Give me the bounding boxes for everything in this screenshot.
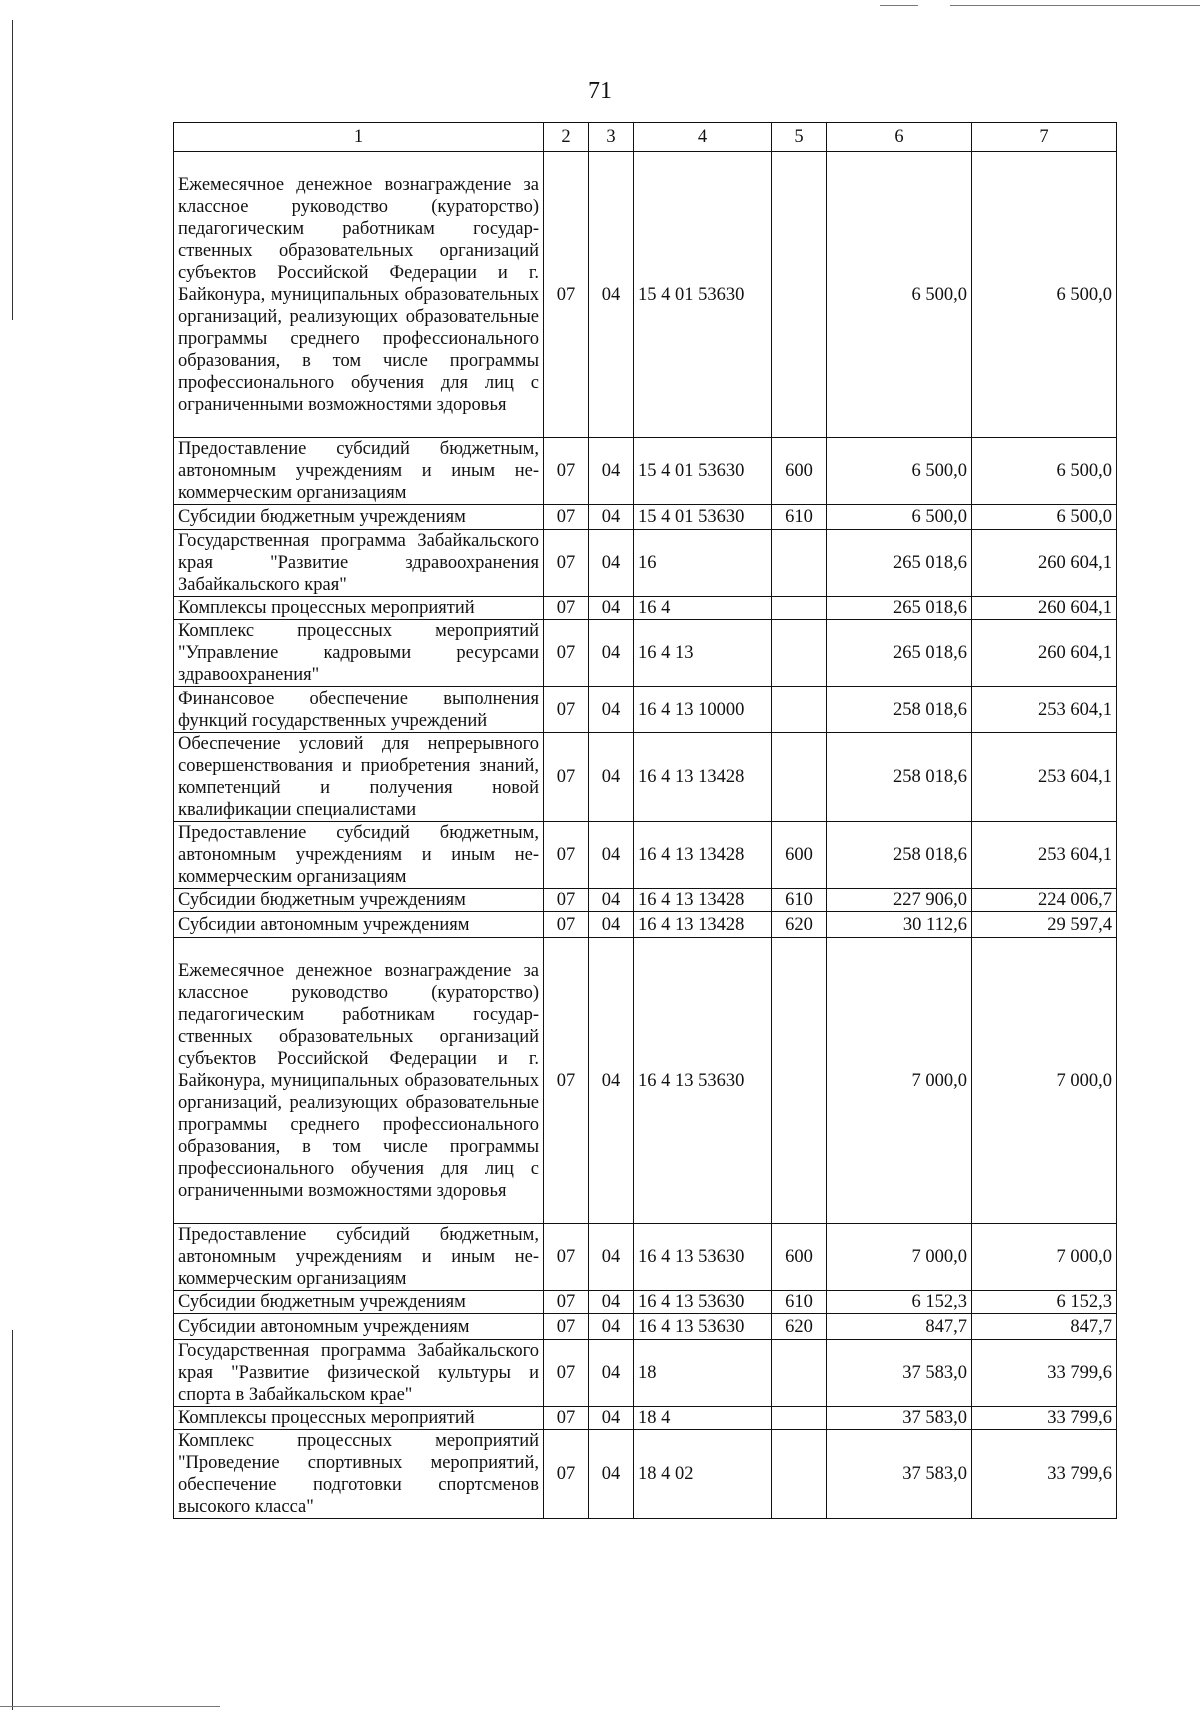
cell-amount-year-1: 37 583,0 <box>827 1407 972 1430</box>
cell-name: Предоставление субсидий бюджетным, автономным учреждениям и иным некоммерческим организациям <box>174 822 544 889</box>
cell-name: Субсидии автономным учреждениям <box>174 912 544 938</box>
cell-amount-year-1: 7 000,0 <box>827 938 972 1224</box>
cell-amount-year-1: 37 583,0 <box>827 1430 972 1519</box>
cell-name: Предоставление субсидий бюджетным, автономным учреждениям и иным некоммерческим организациям <box>174 438 544 505</box>
cell-amount-year-2: 33 799,6 <box>972 1430 1117 1519</box>
cell-amount-year-1: 265 018,6 <box>827 530 972 597</box>
cell-name: Субсидии бюджетным учреждениям <box>174 1291 544 1314</box>
cell-subsection: 04 <box>589 822 634 889</box>
cell-section: 07 <box>544 687 589 733</box>
cell-expense-type: 610 <box>772 505 827 530</box>
cell-name: Государственная программа Забайкальского края "Развитие физической культуры и спорта в Забайкальском крае" <box>174 1340 544 1407</box>
cell-name: Ежемесячное денежное вознаграждение за классное руководство (кураторство) педагогическим работникам государственных образовательных организаций субъектов Российской Федерации и г. Байконура, муниципальных образовательных организаций, реализующих образовательные программы среднего профессионального образования, в том числе программы профессионального обучения для лиц с ограниченными возможностями здоровья <box>174 938 544 1224</box>
cell-expense-type <box>772 938 827 1224</box>
table-row <box>174 1340 1117 1407</box>
cell-name: Субсидии автономным учреждениям <box>174 1314 544 1340</box>
cell-target-article: 16 4 13 13428 <box>634 889 772 912</box>
cell-target-article: 18 4 02 <box>634 1430 772 1519</box>
cell-subsection: 04 <box>589 687 634 733</box>
cell-amount-year-1: 6 500,0 <box>827 505 972 530</box>
budget-table <box>173 122 1117 1519</box>
cell-target-article: 16 4 13 53630 <box>634 1314 772 1340</box>
table-row <box>174 733 1117 822</box>
cell-section: 07 <box>544 912 589 938</box>
header-row <box>174 123 1117 152</box>
column-header: 5 <box>772 123 827 152</box>
cell-target-article: 16 4 13 13428 <box>634 822 772 889</box>
column-header: 4 <box>634 123 772 152</box>
cell-amount-year-1: 30 112,6 <box>827 912 972 938</box>
cell-section: 07 <box>544 620 589 687</box>
cell-amount-year-1: 258 018,6 <box>827 822 972 889</box>
cell-section: 07 <box>544 1224 589 1291</box>
cell-expense-type <box>772 1407 827 1430</box>
cell-amount-year-1: 6 152,3 <box>827 1291 972 1314</box>
scan-bottom-edge-line <box>0 1706 220 1707</box>
cell-section: 07 <box>544 822 589 889</box>
cell-name: Комплексы процессных мероприятий <box>174 597 544 620</box>
cell-section: 07 <box>544 938 589 1224</box>
cell-target-article: 16 4 13 10000 <box>634 687 772 733</box>
cell-name: Субсидии бюджетным учреждениям <box>174 889 544 912</box>
cell-target-article: 16 <box>634 530 772 597</box>
cell-amount-year-2: 224 006,7 <box>972 889 1117 912</box>
cell-target-article: 15 4 01 53630 <box>634 438 772 505</box>
cell-expense-type: 620 <box>772 1314 827 1340</box>
page-number: 71 <box>588 78 612 104</box>
cell-name: Обеспечение условий для непрерывного совершенствования и приобретения знаний, компетенций и получения новой квалификации специалистами <box>174 733 544 822</box>
cell-amount-year-2: 33 799,6 <box>972 1340 1117 1407</box>
cell-expense-type: 620 <box>772 912 827 938</box>
cell-expense-type: 610 <box>772 889 827 912</box>
table-row <box>174 938 1117 1224</box>
column-header: 7 <box>972 123 1117 152</box>
table-row <box>174 822 1117 889</box>
cell-amount-year-2: 6 500,0 <box>972 505 1117 530</box>
column-header: 3 <box>589 123 634 152</box>
cell-expense-type <box>772 1340 827 1407</box>
cell-name: Предоставление субсидий бюджетным, автономным учреждениям и иным некоммерческим организациям <box>174 1224 544 1291</box>
cell-subsection: 04 <box>589 152 634 438</box>
cell-amount-year-2: 253 604,1 <box>972 733 1117 822</box>
table-row <box>174 1314 1117 1340</box>
cell-subsection: 04 <box>589 1314 634 1340</box>
table-row <box>174 1430 1117 1519</box>
cell-section: 07 <box>544 889 589 912</box>
cell-section: 07 <box>544 505 589 530</box>
cell-expense-type <box>772 733 827 822</box>
table-row <box>174 438 1117 505</box>
cell-amount-year-2: 6 500,0 <box>972 438 1117 505</box>
table-row <box>174 620 1117 687</box>
cell-amount-year-2: 6 500,0 <box>972 152 1117 438</box>
cell-name: Государственная программа Забайкальского края "Развитие здравоохранения Забайкальского края" <box>174 530 544 597</box>
cell-target-article: 15 4 01 53630 <box>634 152 772 438</box>
cell-subsection: 04 <box>589 912 634 938</box>
table-row <box>174 505 1117 530</box>
table-row <box>174 1291 1117 1314</box>
cell-subsection: 04 <box>589 1340 634 1407</box>
cell-target-article: 18 4 <box>634 1407 772 1430</box>
cell-expense-type: 600 <box>772 1224 827 1291</box>
cell-expense-type: 610 <box>772 1291 827 1314</box>
cell-amount-year-2: 29 597,4 <box>972 912 1117 938</box>
cell-subsection: 04 <box>589 597 634 620</box>
cell-amount-year-2: 253 604,1 <box>972 822 1117 889</box>
cell-target-article: 18 <box>634 1340 772 1407</box>
cell-amount-year-2: 260 604,1 <box>972 597 1117 620</box>
cell-amount-year-1: 265 018,6 <box>827 597 972 620</box>
column-header: 6 <box>827 123 972 152</box>
cell-amount-year-2: 7 000,0 <box>972 938 1117 1224</box>
cell-section: 07 <box>544 597 589 620</box>
table-row <box>174 530 1117 597</box>
cell-amount-year-1: 258 018,6 <box>827 733 972 822</box>
cell-amount-year-1: 6 500,0 <box>827 152 972 438</box>
table-row <box>174 1407 1117 1430</box>
cell-section: 07 <box>544 152 589 438</box>
table-row <box>174 152 1117 438</box>
table-row <box>174 597 1117 620</box>
cell-amount-year-2: 7 000,0 <box>972 1224 1117 1291</box>
cell-target-article: 16 4 13 53630 <box>634 938 772 1224</box>
cell-amount-year-1: 265 018,6 <box>827 620 972 687</box>
table-row <box>174 1224 1117 1291</box>
cell-section: 07 <box>544 1340 589 1407</box>
cell-subsection: 04 <box>589 505 634 530</box>
cell-subsection: 04 <box>589 1291 634 1314</box>
cell-amount-year-2: 260 604,1 <box>972 620 1117 687</box>
scan-top-edge-line <box>880 5 1200 7</box>
cell-name: Субсидии бюджетным учреждениям <box>174 505 544 530</box>
cell-amount-year-1: 37 583,0 <box>827 1340 972 1407</box>
cell-section: 07 <box>544 1407 589 1430</box>
cell-expense-type <box>772 152 827 438</box>
scan-left-edge-line <box>12 0 14 1712</box>
cell-expense-type <box>772 530 827 597</box>
cell-amount-year-1: 847,7 <box>827 1314 972 1340</box>
cell-target-article: 16 4 13 13428 <box>634 912 772 938</box>
cell-section: 07 <box>544 1430 589 1519</box>
cell-amount-year-2: 253 604,1 <box>972 687 1117 733</box>
cell-name: Финансовое обеспечение выполнения функций государственных учреждений <box>174 687 544 733</box>
cell-target-article: 15 4 01 53630 <box>634 505 772 530</box>
cell-section: 07 <box>544 1314 589 1340</box>
cell-amount-year-2: 847,7 <box>972 1314 1117 1340</box>
cell-target-article: 16 4 13 <box>634 620 772 687</box>
cell-section: 07 <box>544 733 589 822</box>
cell-subsection: 04 <box>589 1407 634 1430</box>
cell-expense-type: 600 <box>772 822 827 889</box>
cell-amount-year-2: 260 604,1 <box>972 530 1117 597</box>
cell-subsection: 04 <box>589 938 634 1224</box>
cell-target-article: 16 4 <box>634 597 772 620</box>
cell-expense-type <box>772 1430 827 1519</box>
cell-amount-year-1: 7 000,0 <box>827 1224 972 1291</box>
cell-amount-year-2: 6 152,3 <box>972 1291 1117 1314</box>
cell-expense-type: 600 <box>772 438 827 505</box>
cell-amount-year-1: 6 500,0 <box>827 438 972 505</box>
cell-subsection: 04 <box>589 1224 634 1291</box>
cell-amount-year-1: 258 018,6 <box>827 687 972 733</box>
cell-amount-year-1: 227 906,0 <box>827 889 972 912</box>
cell-subsection: 04 <box>589 438 634 505</box>
cell-subsection: 04 <box>589 530 634 597</box>
cell-name: Комплексы процессных мероприятий <box>174 1407 544 1430</box>
table-body <box>174 152 1117 1519</box>
cell-target-article: 16 4 13 53630 <box>634 1224 772 1291</box>
cell-section: 07 <box>544 1291 589 1314</box>
cell-subsection: 04 <box>589 620 634 687</box>
column-header: 2 <box>544 123 589 152</box>
table-row <box>174 912 1117 938</box>
cell-target-article: 16 4 13 53630 <box>634 1291 772 1314</box>
cell-amount-year-2: 33 799,6 <box>972 1407 1117 1430</box>
cell-expense-type <box>772 597 827 620</box>
cell-name: Ежемесячное денежное вознаграждение за классное руководство (кураторство) педагогическим работникам государственных образовательных организаций субъектов Российской Федерации и г. Байконура, муниципальных образовательных организаций, реализующих образовательные программы среднего профессионального образования, в том числе программы профессионального обучения для лиц с ограниченными возможностями здоровья <box>174 152 544 438</box>
cell-section: 07 <box>544 530 589 597</box>
cell-expense-type <box>772 620 827 687</box>
cell-target-article: 16 4 13 13428 <box>634 733 772 822</box>
column-header: 1 <box>174 123 544 152</box>
table-row <box>174 687 1117 733</box>
cell-name: Комплекс процессных мероприятий "Управление кадровыми ресурсами здравоохранения" <box>174 620 544 687</box>
cell-section: 07 <box>544 438 589 505</box>
cell-subsection: 04 <box>589 889 634 912</box>
cell-name: Комплекс процессных мероприятий "Проведение спортивных мероприятий, обеспечение подготовки спортсменов высокого класса" <box>174 1430 544 1519</box>
cell-expense-type <box>772 687 827 733</box>
cell-subsection: 04 <box>589 1430 634 1519</box>
table-row <box>174 889 1117 912</box>
cell-subsection: 04 <box>589 733 634 822</box>
